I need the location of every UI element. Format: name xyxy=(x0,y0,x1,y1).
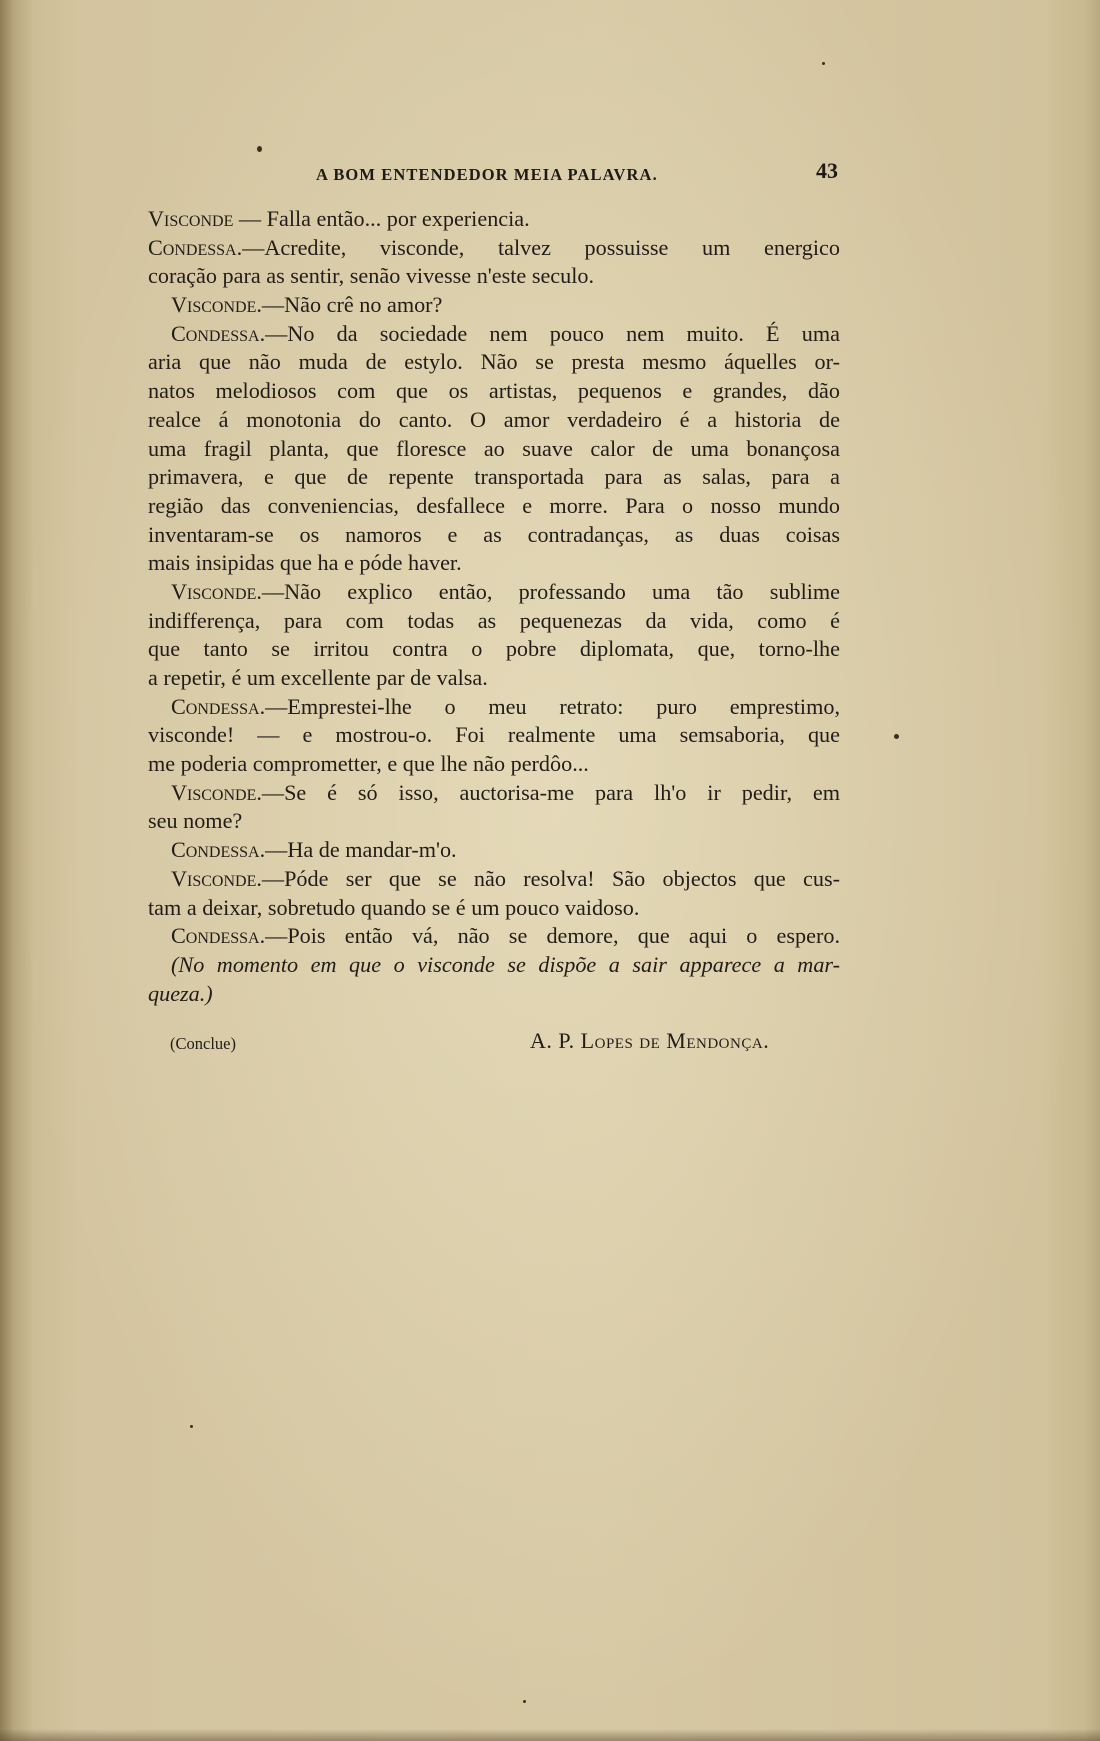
speaker-name: Condessa xyxy=(148,234,237,260)
text-line xyxy=(148,865,840,894)
line-text: uma fragil planta, que floresce ao suave calor de uma bonançosa xyxy=(148,435,840,461)
stage-direction-line xyxy=(148,951,840,980)
line-text: .—Pois então vá, não se demore, que aqui o espero. xyxy=(259,923,840,949)
line-text: me poderia comprometter, e que lhe não perdôo... xyxy=(148,751,589,777)
line-text: natos melodiosos com que os artistas, pequenos e grandes, dão xyxy=(148,378,840,404)
text-line xyxy=(148,205,840,234)
text-line xyxy=(148,291,840,320)
line-text: — Falla então... por experiencia. xyxy=(233,206,530,231)
line-text: seu nome? xyxy=(148,808,243,834)
text-line xyxy=(148,348,840,377)
speaker-name: Visconde xyxy=(171,292,257,318)
paper-speck xyxy=(190,1425,193,1428)
text-line xyxy=(148,721,840,750)
text-line xyxy=(148,807,840,836)
line-text: primavera, e que de repente transportada para as salas, para a xyxy=(148,464,840,490)
speaker-name: Visconde xyxy=(171,865,257,891)
text-line xyxy=(148,607,840,636)
line-text: queza.) xyxy=(148,980,213,1006)
text-line xyxy=(148,320,840,349)
line-text: .—Póde ser que se não resolva! São objectos que cus- xyxy=(256,865,840,891)
line-text: indifferença, para com todas as pequenezas da vida, como é xyxy=(148,607,840,633)
line-text: .—Ha de mandar-m'o. xyxy=(259,837,457,863)
text-line xyxy=(148,521,840,550)
text-line xyxy=(148,750,840,779)
speaker-name: Condessa xyxy=(171,837,260,863)
author-signature: A. P. Lopes de Mendonça. xyxy=(530,1028,770,1053)
line-text: inventaram-se os namoros e as contradanças, as duas coisas xyxy=(148,521,840,547)
line-text: tam a deixar, sobretudo quando se é um pouco vaidoso. xyxy=(148,894,640,920)
page-header xyxy=(148,158,840,188)
text-line xyxy=(148,377,840,406)
text-line xyxy=(148,894,840,923)
line-text: (No momento em que o visconde se dispõe a sair apparece a mar- xyxy=(171,951,840,977)
text-line xyxy=(148,406,840,435)
stage-direction-line xyxy=(148,980,840,1009)
text-line xyxy=(148,492,840,521)
line-text: que tanto se irritou contra o pobre diplomata, que, torno-lhe xyxy=(148,636,840,662)
text-line xyxy=(148,463,840,492)
text-line xyxy=(148,549,840,578)
speaker-name: Condessa xyxy=(171,320,260,346)
line-text: mais insipidas que ha e póde haver. xyxy=(148,550,462,576)
line-text: a repetir, é um excellente par de valsa. xyxy=(148,665,488,690)
conclue-note: (Conclue) xyxy=(170,1034,236,1053)
line-text: .—Acredite, visconde, talvez possuisse um energico xyxy=(236,234,840,260)
line-text: .—Não crê no amor? xyxy=(256,292,443,318)
line-text: visconde! — e mostrou-o. Foi realmente uma semsaboria, que xyxy=(148,722,840,748)
line-text: .—No da sociedade nem pouco nem muito. É uma xyxy=(259,320,840,346)
line-text: .—Não explico então, professando uma tão sublime xyxy=(256,578,840,604)
text-line xyxy=(148,693,840,722)
page-number: 43 xyxy=(816,158,838,183)
text-line xyxy=(148,262,840,291)
text-line xyxy=(148,836,840,865)
text-line xyxy=(148,234,840,263)
paper-speck xyxy=(523,1700,526,1703)
speaker-name: Visconde xyxy=(171,779,257,805)
line-text: realce á monotonia do canto. O amor verdadeiro é a historia de xyxy=(148,406,840,432)
closing-row xyxy=(168,1028,840,1058)
speaker-name: Condessa xyxy=(171,693,260,719)
text-line xyxy=(148,435,840,464)
line-text: .—Se é só isso, auctorisa-me para lh'o ir pedir, em xyxy=(256,779,840,805)
speaker-name: Visconde xyxy=(171,578,257,604)
paper-speck xyxy=(822,62,825,65)
dialogue-text xyxy=(148,205,840,1008)
text-line xyxy=(148,664,840,693)
page-bottom-edge xyxy=(0,1729,1100,1741)
speaker-name: Visconde xyxy=(148,206,234,231)
text-line xyxy=(148,635,840,664)
text-line xyxy=(148,779,840,808)
line-text: coração para as sentir, senão vivesse n'este seculo. xyxy=(148,263,595,289)
text-line xyxy=(148,578,840,607)
line-text: .—Emprestei-lhe o meu retrato: puro emprestimo, xyxy=(259,693,840,719)
line-text: aria que não muda de estylo. Não se presta mesmo áquelles or- xyxy=(148,349,840,375)
text-line xyxy=(148,922,840,951)
running-title: A BOM ENTENDEDOR MEIA PALAVRA. xyxy=(316,165,658,184)
paper-speck xyxy=(257,146,262,152)
line-text: região das conveniencias, desfallece e morre. Para o nosso mundo xyxy=(148,492,840,518)
paper-speck xyxy=(894,734,899,739)
speaker-name: Condessa xyxy=(171,923,260,949)
